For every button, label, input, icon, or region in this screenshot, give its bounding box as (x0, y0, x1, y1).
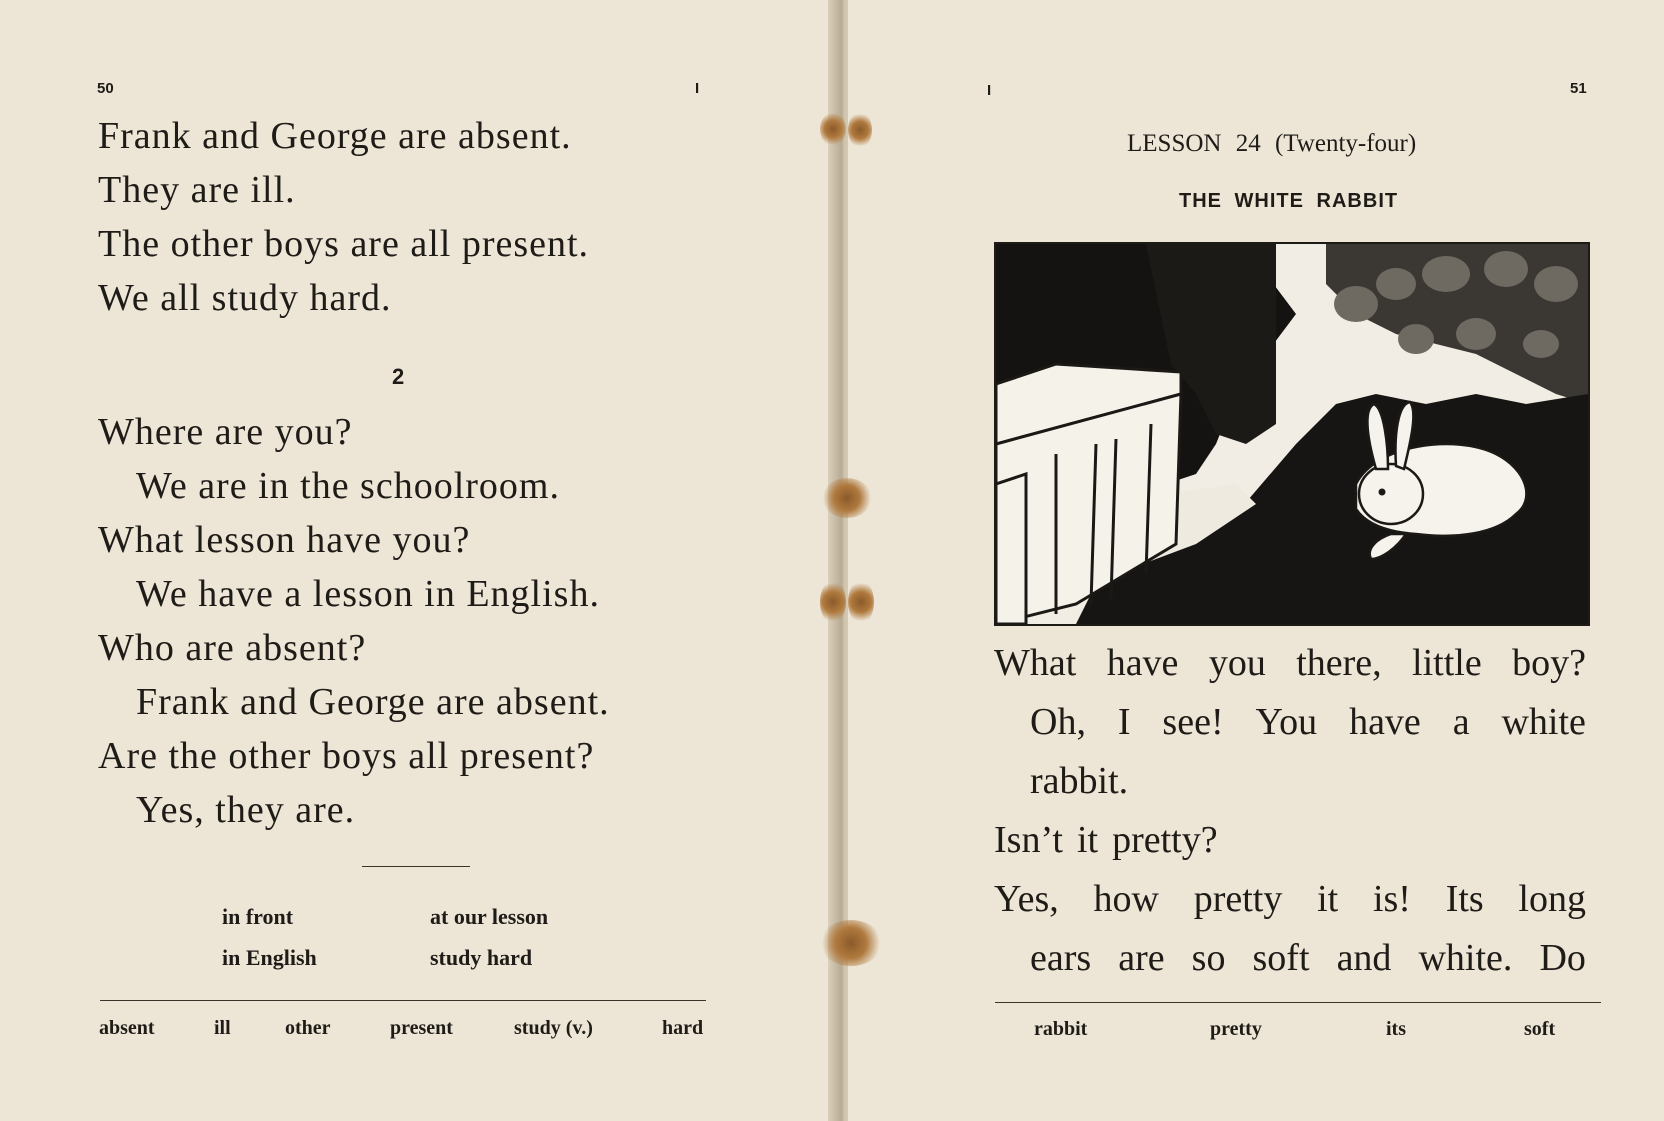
word: see! (1162, 701, 1224, 743)
word: is! (1372, 878, 1411, 920)
short-divider (362, 866, 470, 867)
word: I (1117, 701, 1131, 743)
word: have (1106, 642, 1179, 684)
text-line: The other boys are all present. (98, 223, 590, 265)
story-line (1030, 693, 1586, 752)
word: how (1093, 878, 1159, 920)
binding-stain (848, 112, 872, 148)
vocab-word: rabbit (1034, 1018, 1088, 1040)
word: white. (1418, 937, 1513, 979)
dialogue-line: Yes, they are. (136, 789, 356, 831)
word: have (1349, 701, 1421, 743)
header-mark-right: I (987, 82, 992, 99)
binding-stain (820, 112, 846, 146)
text-line: They are ill. (98, 169, 296, 211)
text-line: We all study hard. (98, 277, 392, 319)
word: pretty (1193, 878, 1283, 920)
word: Yes, (994, 878, 1059, 920)
vocab-word: ill (214, 1017, 231, 1039)
word: Do (1539, 937, 1586, 979)
section-number: 2 (392, 364, 405, 389)
story-line (1030, 752, 1586, 811)
story-paragraph (994, 634, 1586, 988)
vocab-word: its (1386, 1018, 1406, 1040)
word: What (994, 642, 1077, 684)
phrase: in front (222, 904, 294, 929)
word: a (1452, 701, 1470, 743)
word: so (1191, 937, 1226, 979)
word: little (1412, 642, 1482, 684)
binding-stain (820, 580, 846, 624)
dialogue-line: We are in the schoolroom. (136, 465, 560, 507)
phrase: study hard (430, 945, 533, 970)
vocab-word: present (390, 1017, 453, 1039)
vocab-word: soft (1524, 1018, 1556, 1040)
word: You (1255, 701, 1318, 743)
dialogue-line: Where are you? (98, 411, 353, 453)
lesson-title: THE WHITE RABBIT (1179, 190, 1399, 212)
vocab-word: study (v.) (514, 1017, 593, 1039)
binding-stain (848, 580, 874, 624)
word: rabbit. (1030, 760, 1129, 802)
text-line: Frank and George are absent. (98, 115, 572, 157)
page-number-left: 50 (97, 80, 114, 97)
story-line (994, 634, 1586, 693)
vocab-word: other (285, 1017, 331, 1039)
binding-stain (822, 478, 872, 518)
vocab-word: absent (99, 1017, 155, 1039)
story-line (994, 811, 1586, 870)
binding-stain (820, 920, 882, 966)
word: ears (1030, 937, 1092, 979)
word: it (1317, 878, 1339, 920)
word: soft (1252, 937, 1310, 979)
vocab-word: pretty (1210, 1018, 1262, 1040)
header-mark-left: I (695, 80, 700, 97)
word: pretty? (1112, 819, 1218, 861)
vocab-rule-left (100, 1000, 706, 1001)
story-line (1030, 929, 1586, 988)
word: it (1076, 819, 1099, 861)
word: long (1518, 878, 1586, 920)
phrase: in English (222, 945, 317, 970)
story-line (994, 870, 1586, 929)
dialogue-line: What lesson have you? (98, 519, 471, 561)
vocab-rule-right (995, 1002, 1601, 1003)
word: Oh, (1030, 701, 1086, 743)
word: boy? (1512, 642, 1586, 684)
white-rabbit-illustration (994, 242, 1590, 626)
word: are (1118, 937, 1165, 979)
dialogue-line: We have a lesson in English. (136, 573, 600, 615)
word: you (1208, 642, 1266, 684)
word: Its (1445, 878, 1484, 920)
word: there, (1296, 642, 1382, 684)
lesson-heading: LESSON 24 (Twenty-four) (1127, 130, 1417, 157)
phrase: at our lesson (430, 904, 549, 929)
word: white (1501, 701, 1586, 743)
word: and (1336, 937, 1392, 979)
dialogue-line: Who are absent? (98, 627, 367, 669)
dialogue-line: Frank and George are absent. (136, 681, 610, 723)
word: Isn’t (994, 819, 1063, 861)
page-number-right: 51 (1570, 80, 1587, 97)
vocab-word: hard (662, 1017, 704, 1039)
dialogue-line: Are the other boys all present? (98, 735, 595, 777)
